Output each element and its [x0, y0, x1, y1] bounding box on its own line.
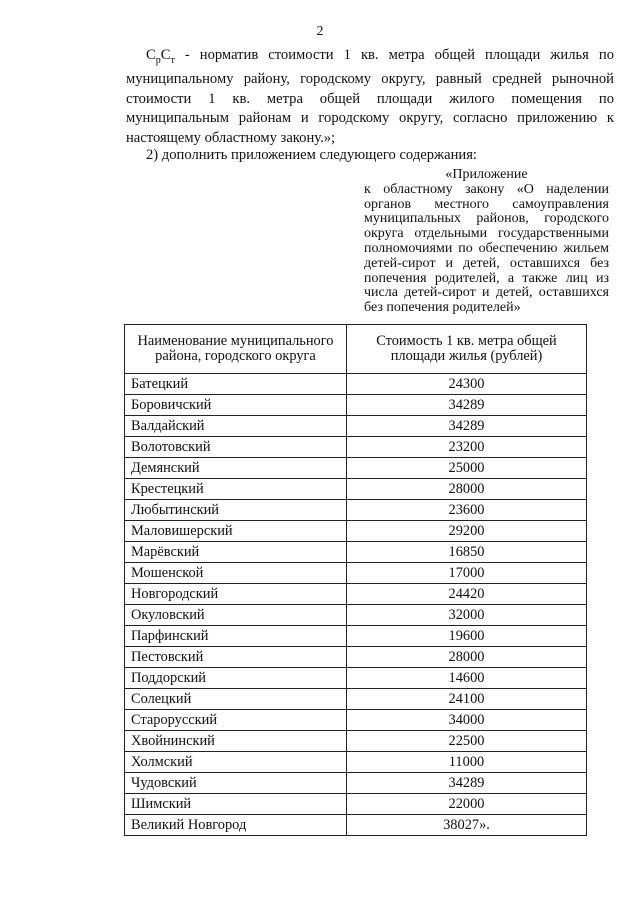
- paragraph-norm-definition: [126, 46, 614, 148]
- cost-value: 25000: [347, 458, 587, 479]
- table-row: [125, 752, 587, 773]
- cost-value: 34289: [347, 773, 587, 794]
- table-row: [125, 542, 587, 563]
- district-name: Крестецкий: [125, 479, 347, 500]
- table-row: [125, 416, 587, 437]
- cost-value: 28000: [347, 479, 587, 500]
- table-row: [125, 773, 587, 794]
- table-row: [125, 815, 587, 836]
- cost-value: 16850: [347, 542, 587, 563]
- table-header-row: [125, 325, 587, 374]
- table-row: [125, 710, 587, 731]
- page-number: 2: [316, 24, 324, 39]
- cost-value: 22500: [347, 731, 587, 752]
- table-row: [125, 668, 587, 689]
- header-cost: Стоимость 1 кв. метра общей площади жилья (рублей): [347, 325, 587, 374]
- district-name: Окуловский: [125, 605, 347, 626]
- district-name: Мошенской: [125, 563, 347, 584]
- symbol-c-r: $С_р$: [146, 47, 161, 66]
- symbol-c-t: $С_т$: [160, 47, 175, 66]
- cost-value: 24100: [347, 689, 587, 710]
- district-name: Солецкий: [125, 689, 347, 710]
- cost-value: 32000: [347, 605, 587, 626]
- appendix-heading: [364, 168, 609, 316]
- header-district: Наименование муниципального района, городского округа: [125, 325, 347, 374]
- table-row: [125, 521, 587, 542]
- table-row: [125, 605, 587, 626]
- district-name: Батецкий: [125, 374, 347, 395]
- table-row: [125, 626, 587, 647]
- paragraph-add-appendix: 2) дополнить приложением следующего содержания:: [146, 147, 477, 163]
- paragraph1-text: - норматив стоимости 1 кв. метра общей площади жилья по муниципальному району, городскому округу, равный средней рыночной стоимости 1 кв. метра общей площади жилого помещения по муниципальным районам и городскому округу, согласно приложению к настоящему областному закону.»;: [126, 47, 614, 146]
- table-row: [125, 437, 587, 458]
- district-name: Маловишерский: [125, 521, 347, 542]
- cost-value: 34289: [347, 416, 587, 437]
- district-name: Марёвский: [125, 542, 347, 563]
- district-name: Демянский: [125, 458, 347, 479]
- cost-value: 17000: [347, 563, 587, 584]
- table-row: [125, 584, 587, 605]
- cost-value: 29200: [347, 521, 587, 542]
- table-row: [125, 374, 587, 395]
- district-name: Парфинский: [125, 626, 347, 647]
- table-row: [125, 395, 587, 416]
- district-name: Чудовский: [125, 773, 347, 794]
- cost-value: 34000: [347, 710, 587, 731]
- table-row: [125, 731, 587, 752]
- cost-value: 24300: [347, 374, 587, 395]
- cost-value: 11000: [347, 752, 587, 773]
- table-row: [125, 689, 587, 710]
- cost-value: 23200: [347, 437, 587, 458]
- table-row: [125, 794, 587, 815]
- district-name: Любытинский: [125, 500, 347, 521]
- cost-value: 28000: [347, 647, 587, 668]
- cost-value: 38027».: [347, 815, 587, 836]
- table-row: [125, 500, 587, 521]
- table-body: [125, 374, 587, 836]
- district-name: Волотовский: [125, 437, 347, 458]
- cost-value: 24420: [347, 584, 587, 605]
- cost-value: 23600: [347, 500, 587, 521]
- district-name: Новгородский: [125, 584, 347, 605]
- district-name: Холмский: [125, 752, 347, 773]
- appendix-text: к областному закону «О наделении органов местного самоуправления муниципальных районов, городского округа отдельными государственными полномочиями по обеспечению жильем детей-сирот и детей, оставшихся без попечения родителей, а также лиц из числа детей-сирот и детей, оставшихся без попечения родителей»: [364, 181, 609, 316]
- table-row: [125, 563, 587, 584]
- table-row: [125, 458, 587, 479]
- table-row: [125, 647, 587, 668]
- district-name: Поддорский: [125, 668, 347, 689]
- district-name: Шимский: [125, 794, 347, 815]
- cost-value: 34289: [347, 395, 587, 416]
- table-row: [125, 479, 587, 500]
- district-name: Великий Новгород: [125, 815, 347, 836]
- cost-value: 14600: [347, 668, 587, 689]
- district-name: Валдайский: [125, 416, 347, 437]
- cost-value: 22000: [347, 794, 587, 815]
- district-name: Пестовский: [125, 647, 347, 668]
- district-name: Боровичский: [125, 395, 347, 416]
- district-name: Старорусский: [125, 710, 347, 731]
- district-name: Хвойнинский: [125, 731, 347, 752]
- cost-value: 19600: [347, 626, 587, 647]
- cost-table: [124, 324, 587, 836]
- appendix-title: «Приложение: [445, 167, 528, 182]
